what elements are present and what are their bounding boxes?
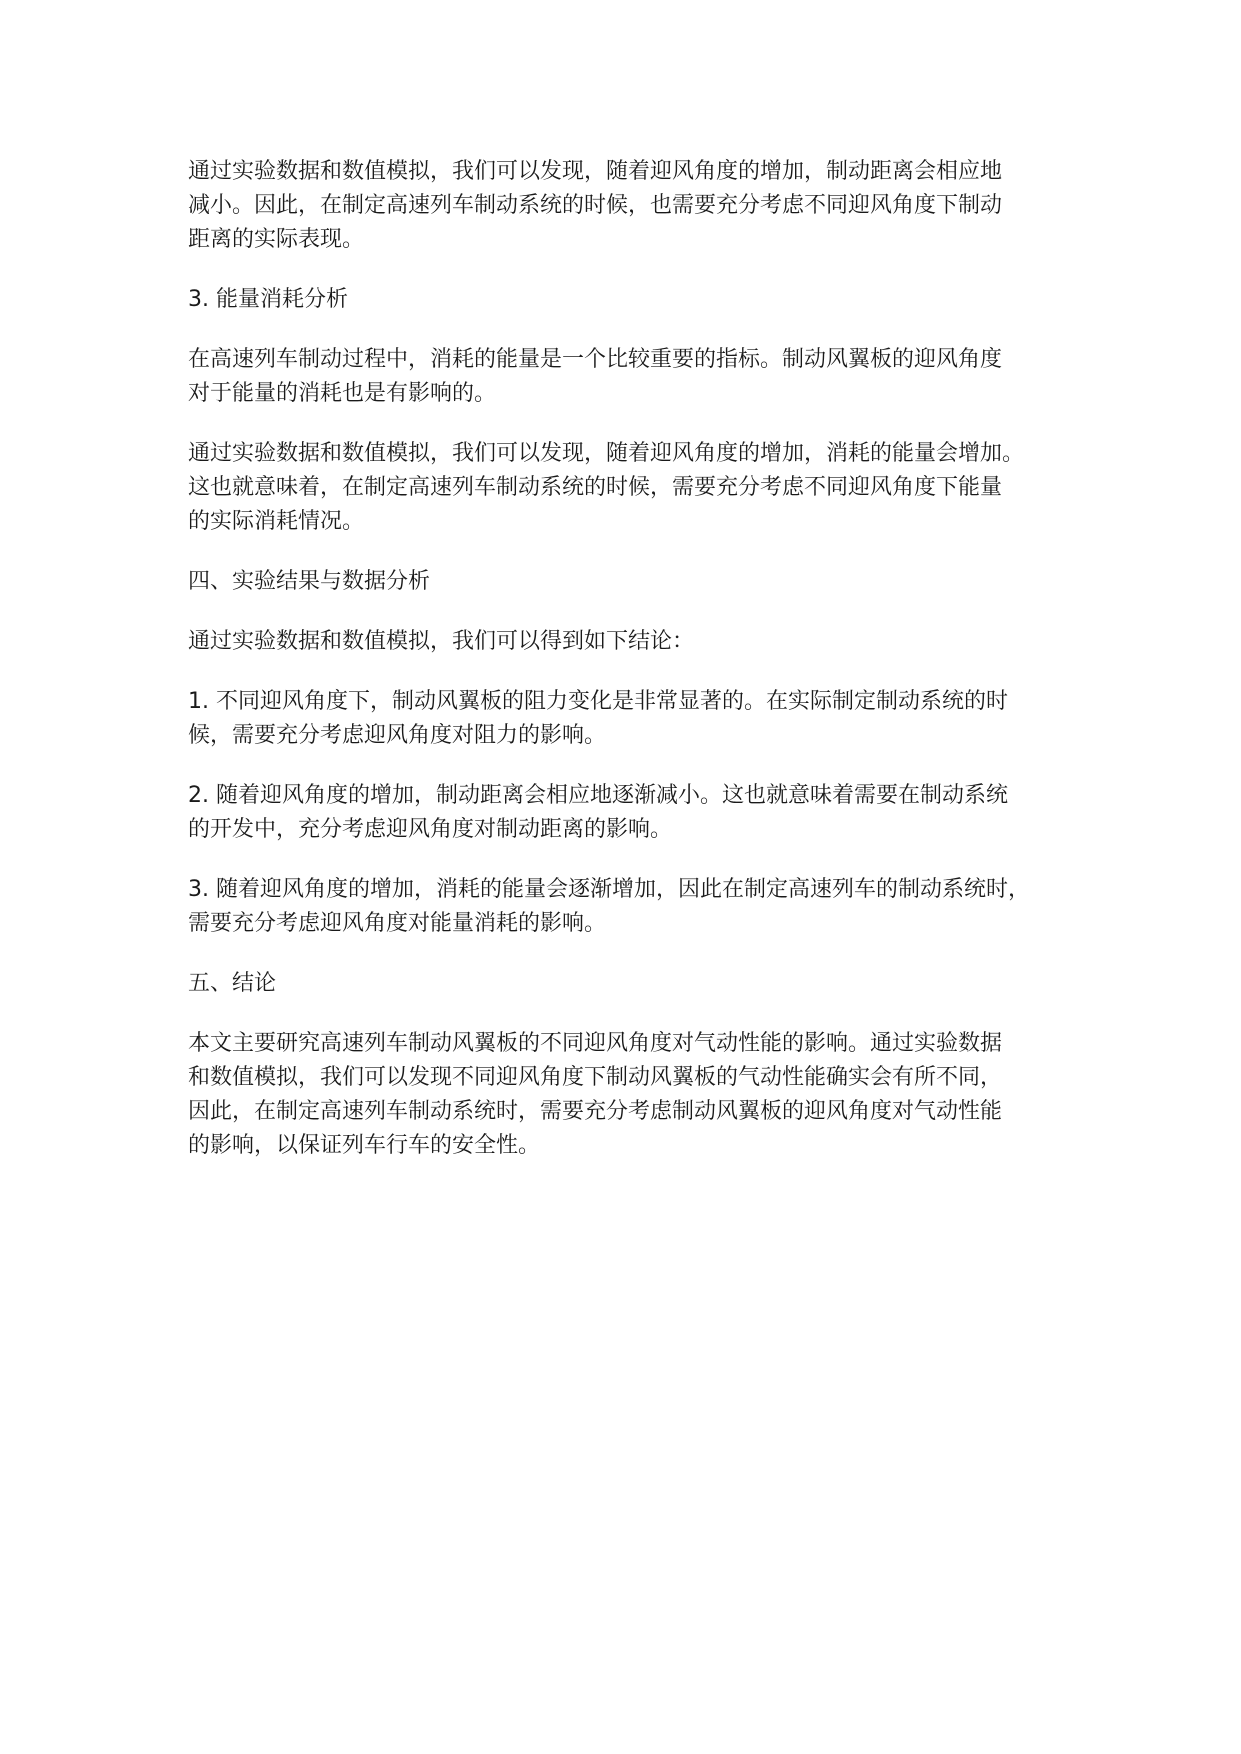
text-line: 的影响，以保证列车行车的安全性。 — [188, 1133, 541, 1158]
text-line: 需要充分考虑迎风角度对能量消耗的影响。 — [188, 911, 607, 936]
list-item-conclusion-2 — [188, 779, 1088, 847]
text-line: 和数值模拟，我们可以发现不同迎风角度下制动风翼板的气动性能确实会有所不同， — [188, 1065, 1003, 1090]
text-line: 本文主要研究高速列车制动风翼板的不同迎风角度对气动性能的影响。通过实验数据 — [188, 1031, 1003, 1056]
section-heading: 五、结论 — [188, 971, 277, 996]
text-line: 这也就意味着，在制定高速列车制动系统的时候，需要充分考虑不同迎风角度下能量 — [188, 475, 1003, 500]
text-line: 减小。因此，在制定高速列车制动系统的时候，也需要充分考虑不同迎风角度下制动 — [188, 193, 1003, 218]
list-item-conclusion-3 — [188, 873, 1088, 941]
text-line: 通过实验数据和数值模拟，我们可以得到如下结论： — [188, 629, 695, 654]
heading-energy-consumption — [188, 283, 1088, 317]
text-line: 的开发中，充分考虑迎风角度对制动距离的影响。 — [188, 817, 673, 842]
paragraph-energy-intro — [188, 343, 1088, 411]
heading-results — [188, 565, 1088, 599]
text-line: 候，需要充分考虑迎风角度对阻力的影响。 — [188, 723, 607, 748]
document-body — [188, 155, 1088, 1163]
paragraph-conclusion — [188, 1027, 1088, 1163]
paragraph-energy-findings — [188, 437, 1088, 539]
text-line: 3. 随着迎风角度的增加，消耗的能量会逐渐增加，因此在制定高速列车的制动系统时， — [188, 877, 1030, 902]
text-line: 因此，在制定高速列车制动系统时，需要充分考虑制动风翼板的迎风角度对气动性能 — [188, 1099, 1003, 1124]
paragraph-results-intro — [188, 625, 1088, 659]
text-line: 1. 不同迎风角度下，制动风翼板的阻力变化是非常显著的。在实际制定制动系统的时 — [188, 689, 1008, 714]
text-line: 距离的实际表现。 — [188, 227, 365, 252]
text-line: 通过实验数据和数值模拟，我们可以发现，随着迎风角度的增加，制动距离会相应地 — [188, 159, 1003, 184]
heading-conclusion — [188, 967, 1088, 1001]
text-line: 2. 随着迎风角度的增加，制动距离会相应地逐渐减小。这也就意味着需要在制动系统 — [188, 783, 1008, 808]
text-line: 在高速列车制动过程中，消耗的能量是一个比较重要的指标。制动风翼板的迎风角度 — [188, 347, 1003, 372]
text-line: 通过实验数据和数值模拟，我们可以发现，随着迎风角度的增加，消耗的能量会增加。 — [188, 441, 1025, 466]
list-item-conclusion-1 — [188, 685, 1088, 753]
text-line: 的实际消耗情况。 — [188, 509, 365, 534]
text-line: 对于能量的消耗也是有影响的。 — [188, 381, 497, 406]
paragraph-braking-distance — [188, 155, 1088, 257]
section-heading: 四、实验结果与数据分析 — [188, 569, 431, 594]
section-heading: 3. 能量消耗分析 — [188, 287, 348, 312]
